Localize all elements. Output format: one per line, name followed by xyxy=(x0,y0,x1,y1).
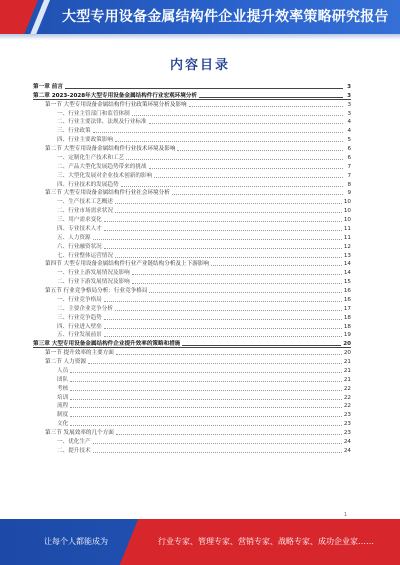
toc-subsection-entry[interactable] xyxy=(33,153,351,162)
toc-subsection-entry[interactable] xyxy=(33,268,351,277)
toc-entry-label: 二、提升技术 xyxy=(57,447,91,454)
toc-entry-label: 三、行业政策 xyxy=(57,128,91,135)
toc-entry-label: 第一节 提升效率的主要方面 xyxy=(45,350,114,357)
toc-entry-label: 一、优化生产 xyxy=(57,438,91,445)
toc-entry-label: 人员 xyxy=(57,367,69,374)
toc-subsection-entry[interactable] xyxy=(33,313,351,322)
header-shadow xyxy=(0,34,400,40)
toc-entry-page: 20 xyxy=(343,341,351,348)
toc-entry-page: 21 xyxy=(343,367,351,374)
toc-entry-page: 3 xyxy=(347,92,351,99)
toc-entry-page: 23 xyxy=(343,412,351,419)
toc-entry-label: 一、行业主管部门和监管体制 xyxy=(57,110,130,117)
toc-entry-page: 19 xyxy=(343,332,351,339)
toc-entry-label: 考核 xyxy=(57,385,69,392)
toc-leader-dots xyxy=(116,434,342,435)
toc-subsection-entry[interactable] xyxy=(33,206,351,215)
toc-entry-label: 流程 xyxy=(57,403,69,410)
toc-section-entry[interactable] xyxy=(33,144,351,153)
toc-leader-dots xyxy=(93,132,343,133)
toc-leader-dots xyxy=(104,221,342,222)
header-banner xyxy=(0,0,400,42)
toc-entry-label: 四、行业进入壁垒 xyxy=(57,323,102,330)
toc-entry-page: 22 xyxy=(343,385,351,392)
report-title: 大型专用设备金属结构件企业提升效率策略研究报告 xyxy=(62,9,389,25)
footer-slogan-left: 让每个人都能成为 xyxy=(44,537,108,546)
toc-entry-label: 五、人力资源 xyxy=(57,234,91,241)
toc-leader-dots xyxy=(70,381,342,382)
toc-entry-page: 3 xyxy=(347,101,351,108)
toc-entry-page: 5 xyxy=(347,137,351,144)
toc-subsection-entry[interactable] xyxy=(33,393,351,402)
toc-leader-dots xyxy=(116,354,342,355)
toc-entry-label: 第四节 大型专用设备金属结构件行业产业链结构分析及上下游影响 xyxy=(45,261,209,268)
toc-entry-label: 一、定制化生产技术和工艺 xyxy=(57,154,125,161)
toc-subsection-entry[interactable] xyxy=(33,251,351,260)
table-of-contents xyxy=(33,82,351,514)
toc-entry-page: 18 xyxy=(343,314,351,321)
toc-subsection-entry[interactable] xyxy=(33,118,351,127)
footer-banner xyxy=(0,519,400,565)
toc-entry-page: 21 xyxy=(343,376,351,383)
toc-entry-label: 二、行业市场需求状况 xyxy=(57,208,113,215)
toc-leader-dots xyxy=(199,97,343,98)
toc-subsection-entry[interactable] xyxy=(33,197,351,206)
toc-entry-label: 六、行业融资状况 xyxy=(57,243,102,250)
toc-leader-dots xyxy=(211,265,342,266)
toc-entry-label: 团队 xyxy=(57,376,69,383)
toc-leader-dots xyxy=(104,328,342,329)
toc-entry-page: 16 xyxy=(343,296,351,303)
toc-subsection-entry[interactable] xyxy=(33,322,351,331)
toc-entry-label: 第二节 人力资源 xyxy=(45,359,86,365)
toc-chapter-entry[interactable] xyxy=(33,339,351,348)
toc-subsection-entry[interactable] xyxy=(33,277,351,286)
toc-leader-dots xyxy=(70,416,342,417)
toc-leader-dots xyxy=(115,212,342,213)
toc-subsection-entry[interactable] xyxy=(33,437,351,446)
toc-entry-page: 9 xyxy=(347,190,351,197)
toc-leader-dots xyxy=(182,345,341,346)
toc-leader-dots xyxy=(149,168,343,169)
toc-entry-page: 8 xyxy=(347,181,351,188)
toc-leader-dots xyxy=(70,399,342,400)
toc-leader-dots xyxy=(115,257,342,258)
toc-heading: 内容目录 xyxy=(169,58,230,73)
toc-leader-dots xyxy=(115,141,343,142)
toc-entry-page: 14 xyxy=(343,270,351,277)
toc-entry-label: 第五节 行业竞争格局分析：行业竞争格局 xyxy=(45,288,148,294)
toc-leader-dots xyxy=(115,310,342,311)
toc-entry-page: 13 xyxy=(343,252,351,259)
footer-slogan-right: 行业专家、管理专家、营销专家、战略专家、成功企业家…… xyxy=(158,537,374,546)
toc-subsection-entry[interactable] xyxy=(33,375,351,384)
toc-entry-label: 培训 xyxy=(57,394,69,401)
toc-entry-page: 17 xyxy=(343,305,351,312)
toc-subsection-entry[interactable] xyxy=(33,366,351,375)
toc-chapter-entry[interactable] xyxy=(33,82,351,91)
toc-entry-page: 10 xyxy=(343,208,351,215)
toc-entry-label: 第三节 发展效率的几个方面 xyxy=(45,430,114,436)
toc-leader-dots xyxy=(104,248,342,249)
toc-entry-label: 四、行业技术的发展趋势 xyxy=(57,181,119,188)
toc-entry-page: 24 xyxy=(343,438,351,445)
toc-leader-dots xyxy=(65,88,343,89)
toc-subsection-entry[interactable] xyxy=(33,135,351,144)
toc-entry-label: 三、大型化发展对企业技术创新的影响 xyxy=(57,172,153,179)
toc-subsection-entry[interactable] xyxy=(33,419,351,428)
toc-entry-label: 四、行业主要政策影响 xyxy=(57,137,113,144)
toc-entry-page: 10 xyxy=(343,199,351,206)
toc-leader-dots xyxy=(104,301,342,302)
toc-entry-page: 11 xyxy=(343,234,351,241)
toc-subsection-entry[interactable] xyxy=(33,402,351,411)
toc-entry-label: 第三节 大型专用设备金属结构件行业社会环境分析 xyxy=(45,190,170,197)
toc-entry-page: 6 xyxy=(347,146,351,152)
toc-leader-dots xyxy=(177,150,343,151)
toc-subsection-entry[interactable] xyxy=(33,304,351,313)
toc-entry-page: 10 xyxy=(343,217,351,223)
toc-entry-label: 四、专业技术人才 xyxy=(57,225,102,232)
toc-section-entry[interactable] xyxy=(33,260,351,269)
toc-entry-label: 一、生产技术工艺概述 xyxy=(57,199,113,206)
toc-entry-page: 23 xyxy=(343,421,351,428)
toc-leader-dots xyxy=(189,106,343,107)
toc-subsection-entry[interactable] xyxy=(33,224,351,233)
toc-entry-page: 3 xyxy=(347,110,351,117)
toc-leader-dots xyxy=(93,452,342,453)
toc-entry-page: 7 xyxy=(347,163,351,170)
toc-entry-label: 七、行业整体运营情况 xyxy=(57,252,113,259)
toc-leader-dots xyxy=(93,443,342,444)
toc-entry-page: 3 xyxy=(347,83,351,90)
toc-entry-page: 4 xyxy=(347,128,351,135)
toc-subsection-entry[interactable] xyxy=(33,295,351,304)
toc-leader-dots xyxy=(88,363,342,364)
toc-entry-label: 二、主要企业竞争分析 xyxy=(57,305,113,312)
toc-subsection-entry[interactable] xyxy=(33,162,351,171)
toc-entry-label: 二、行业下游发展情况及影响 xyxy=(57,279,130,286)
toc-subsection-entry[interactable] xyxy=(33,215,351,224)
toc-entry-page: 14 xyxy=(343,261,351,268)
toc-subsection-entry[interactable] xyxy=(33,331,351,340)
toc-entry-label: 第二节 大型专用设备金属结构件行业技术环境及影响 xyxy=(45,146,176,152)
toc-leader-dots xyxy=(70,425,342,426)
toc-entry-label: 三、行业竞争趋势 xyxy=(57,314,102,321)
toc-subsection-entry[interactable] xyxy=(33,242,351,251)
toc-entry-page: 23 xyxy=(343,430,351,436)
toc-subsection-entry[interactable] xyxy=(33,109,351,118)
toc-leader-dots xyxy=(70,390,342,391)
toc-subsection-entry[interactable] xyxy=(33,171,351,180)
page-number: 1 xyxy=(344,512,348,518)
toc-subsection-entry[interactable] xyxy=(33,233,351,242)
toc-entry-label: 第一节 大型专用设备金属结构件行业政策环境分析及影响 xyxy=(45,101,187,108)
toc-entry-page: 6 xyxy=(347,154,351,161)
toc-entry-page: 20 xyxy=(343,350,351,357)
toc-chapter-entry[interactable] xyxy=(33,91,351,100)
toc-subsection-entry[interactable] xyxy=(33,384,351,393)
toc-leader-dots xyxy=(172,194,343,195)
toc-leader-dots xyxy=(121,186,343,187)
toc-entry-page: 21 xyxy=(343,359,351,365)
toc-entry-label: 一、行业上游发展情况及影响 xyxy=(57,270,130,277)
toc-subsection-entry[interactable] xyxy=(33,446,351,455)
toc-section-entry[interactable] xyxy=(33,348,351,357)
toc-entry-page: 22 xyxy=(343,394,351,401)
toc-entry-page: 22 xyxy=(343,403,351,410)
toc-leader-dots xyxy=(104,319,342,320)
toc-entry-label: 一、行业竞争格局 xyxy=(57,296,102,303)
toc-entry-label: 二、产品大型化发展趋势带来的挑战 xyxy=(57,163,147,170)
toc-entry-label: 五、行业发展前景 xyxy=(57,332,102,339)
toc-entry-label: 文化 xyxy=(57,421,69,428)
toc-entry-page: 18 xyxy=(343,323,351,330)
toc-entry-page: 24 xyxy=(343,447,351,454)
toc-leader-dots xyxy=(104,336,342,337)
toc-leader-dots xyxy=(149,292,341,293)
toc-entry-page: 12 xyxy=(343,243,351,250)
toc-entry-page: 11 xyxy=(343,225,351,232)
toc-leader-dots xyxy=(70,372,342,373)
toc-entry-label: 二、行业主要法律、法规及行业标准 xyxy=(57,119,147,126)
toc-leader-dots xyxy=(104,230,342,231)
toc-section-entry[interactable] xyxy=(33,357,351,366)
toc-entry-label: 制度 xyxy=(57,412,69,419)
toc-entry-label: 第二章 2023-2028年大型专用设备金属结构件行业宏观环境分析 xyxy=(33,92,198,99)
toc-section-entry[interactable] xyxy=(33,428,351,437)
toc-leader-dots xyxy=(149,123,343,124)
toc-entry-label: 第三章 大型专用设备金属结构件企业提升效率的策略和措施 xyxy=(33,341,181,348)
toc-leader-dots xyxy=(126,159,343,160)
toc-leader-dots xyxy=(154,177,343,178)
toc-entry-label: 第一章 前言 xyxy=(33,83,63,90)
toc-leader-dots xyxy=(132,274,342,275)
toc-leader-dots xyxy=(132,115,343,116)
toc-leader-dots xyxy=(70,407,342,408)
toc-entry-page: 4 xyxy=(347,119,351,126)
toc-entry-page: 16 xyxy=(343,288,351,294)
toc-leader-dots xyxy=(132,283,342,284)
toc-subsection-entry[interactable] xyxy=(33,180,351,189)
toc-entry-label: 三、用户需求变化 xyxy=(57,217,102,223)
toc-leader-dots xyxy=(93,239,342,240)
toc-entry-page: 7 xyxy=(347,172,351,179)
toc-leader-dots xyxy=(115,203,342,204)
toc-subsection-entry[interactable] xyxy=(33,126,351,135)
toc-section-entry[interactable] xyxy=(33,189,351,198)
toc-section-entry[interactable] xyxy=(33,286,351,295)
toc-entry-page: 15 xyxy=(343,279,351,286)
toc-subsection-entry[interactable] xyxy=(33,410,351,419)
toc-section-entry[interactable] xyxy=(33,100,351,109)
